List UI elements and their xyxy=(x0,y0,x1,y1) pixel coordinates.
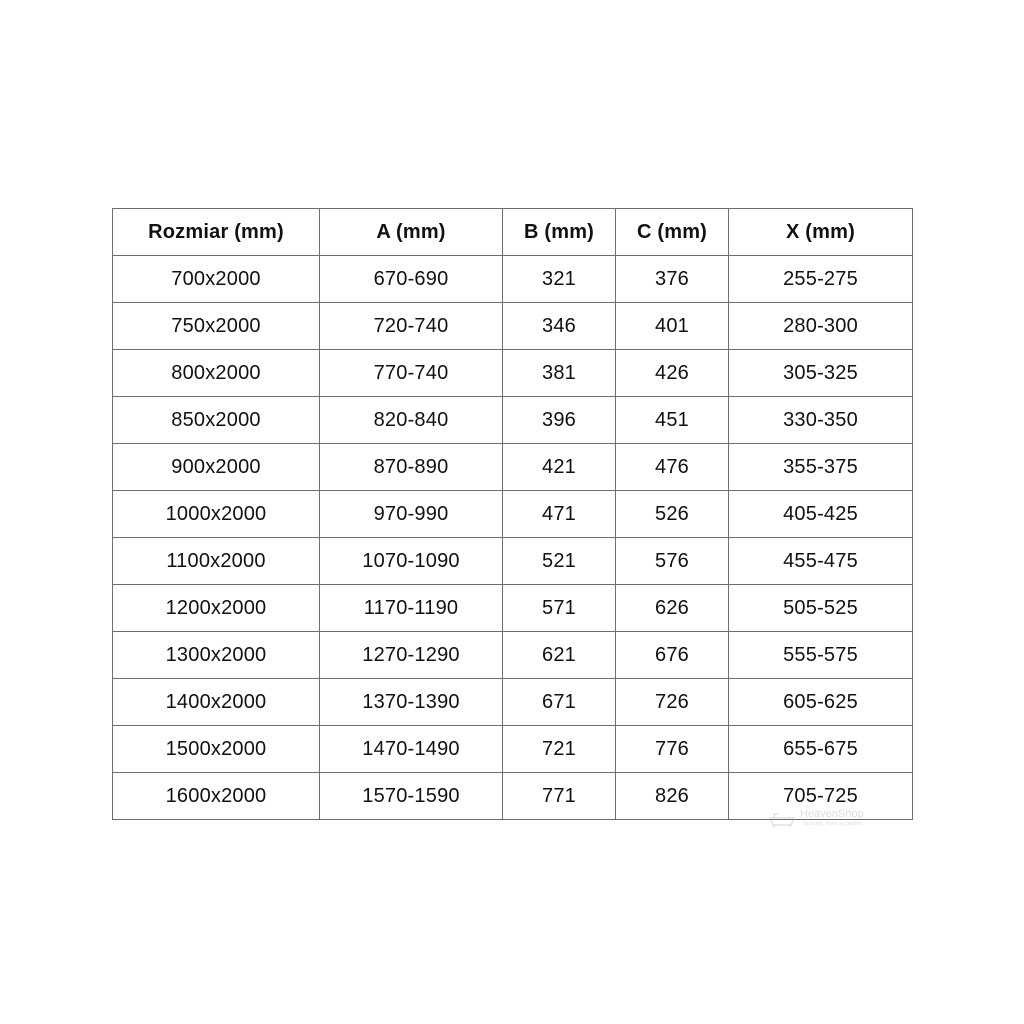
table-row xyxy=(113,350,913,397)
cell-x: 355-375 xyxy=(729,444,913,491)
cell-c: 451 xyxy=(616,397,729,444)
cell-size: 1300x2000 xyxy=(113,632,320,679)
cell-b: 621 xyxy=(503,632,616,679)
cell-b: 721 xyxy=(503,726,616,773)
cell-x: 330-350 xyxy=(729,397,913,444)
cell-c: 726 xyxy=(616,679,729,726)
bathtub-icon xyxy=(768,812,796,828)
cell-c: 576 xyxy=(616,538,729,585)
table-row xyxy=(113,491,913,538)
cell-b: 321 xyxy=(503,256,616,303)
table-row xyxy=(113,303,913,350)
header-size: Rozmiar (mm) xyxy=(113,209,320,256)
cell-a: 1070-1090 xyxy=(320,538,503,585)
cell-b: 421 xyxy=(503,444,616,491)
cell-a: 820-840 xyxy=(320,397,503,444)
cell-x: 280-300 xyxy=(729,303,913,350)
cell-a: 720-740 xyxy=(320,303,503,350)
cell-a: 970-990 xyxy=(320,491,503,538)
cell-a: 1170-1190 xyxy=(320,585,503,632)
cell-b: 521 xyxy=(503,538,616,585)
cell-c: 476 xyxy=(616,444,729,491)
cell-c: 426 xyxy=(616,350,729,397)
cell-a: 770-740 xyxy=(320,350,503,397)
cell-c: 826 xyxy=(616,773,729,820)
cell-x: 455-475 xyxy=(729,538,913,585)
header-b: B (mm) xyxy=(503,209,616,256)
cell-size: 1400x2000 xyxy=(113,679,320,726)
cell-x: 405-425 xyxy=(729,491,913,538)
cell-c: 526 xyxy=(616,491,729,538)
cell-b: 381 xyxy=(503,350,616,397)
cell-b: 771 xyxy=(503,773,616,820)
dimensions-table xyxy=(112,208,913,820)
cell-a: 1570-1590 xyxy=(320,773,503,820)
cell-a: 1370-1390 xyxy=(320,679,503,726)
header-c: C (mm) xyxy=(616,209,729,256)
cell-c: 401 xyxy=(616,303,729,350)
cell-b: 396 xyxy=(503,397,616,444)
cell-size: 850x2000 xyxy=(113,397,320,444)
cell-size: 700x2000 xyxy=(113,256,320,303)
header-row xyxy=(113,209,913,256)
cell-b: 471 xyxy=(503,491,616,538)
cell-a: 1470-1490 xyxy=(320,726,503,773)
cell-b: 346 xyxy=(503,303,616,350)
cell-b: 571 xyxy=(503,585,616,632)
watermark-name: HeavenShop xyxy=(800,808,864,820)
cell-x: 705-725 xyxy=(729,773,913,820)
table-row xyxy=(113,679,913,726)
cell-size: 750x2000 xyxy=(113,303,320,350)
cell-x: 555-575 xyxy=(729,632,913,679)
cell-x: 605-625 xyxy=(729,679,913,726)
table-row xyxy=(113,585,913,632)
header-a: A (mm) xyxy=(320,209,503,256)
cell-size: 1600x2000 xyxy=(113,773,320,820)
watermark-tagline: łazienki, które są modne xyxy=(804,821,863,827)
cell-size: 1200x2000 xyxy=(113,585,320,632)
cell-x: 655-675 xyxy=(729,726,913,773)
cell-size: 1100x2000 xyxy=(113,538,320,585)
cell-size: 800x2000 xyxy=(113,350,320,397)
table-row xyxy=(113,397,913,444)
cell-x: 305-325 xyxy=(729,350,913,397)
cell-a: 670-690 xyxy=(320,256,503,303)
cell-size: 900x2000 xyxy=(113,444,320,491)
cell-c: 776 xyxy=(616,726,729,773)
cell-b: 671 xyxy=(503,679,616,726)
table-row xyxy=(113,726,913,773)
cell-size: 1000x2000 xyxy=(113,491,320,538)
heavenshop-watermark xyxy=(768,806,878,832)
cell-size: 1500x2000 xyxy=(113,726,320,773)
table-row xyxy=(113,538,913,585)
cell-x: 255-275 xyxy=(729,256,913,303)
cell-a: 1270-1290 xyxy=(320,632,503,679)
cell-c: 376 xyxy=(616,256,729,303)
header-x: X (mm) xyxy=(729,209,913,256)
cell-c: 626 xyxy=(616,585,729,632)
table-header xyxy=(113,209,913,256)
cell-x: 505-525 xyxy=(729,585,913,632)
table-row xyxy=(113,444,913,491)
table-row xyxy=(113,256,913,303)
table-row xyxy=(113,632,913,679)
table-body xyxy=(113,256,913,820)
cell-a: 870-890 xyxy=(320,444,503,491)
cell-c: 676 xyxy=(616,632,729,679)
